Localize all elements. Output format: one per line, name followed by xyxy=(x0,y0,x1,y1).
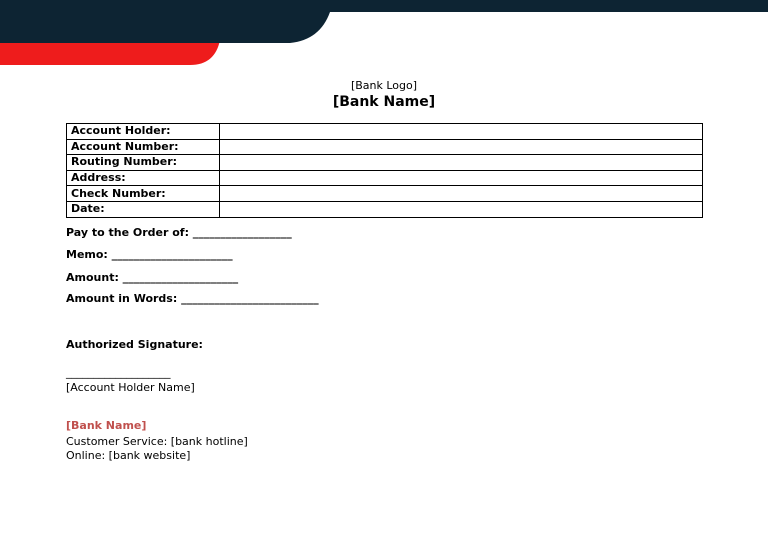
account-number-value[interactable] xyxy=(220,139,703,155)
pay-to-field[interactable]: Pay to the Order of: __________________ xyxy=(66,226,292,239)
routing-number-value[interactable] xyxy=(220,155,703,171)
customer-service-text: Customer Service: [bank hotline] xyxy=(66,435,248,448)
header-banner xyxy=(0,0,768,70)
table-row xyxy=(67,201,703,217)
routing-number-label: Routing Number: xyxy=(67,155,220,171)
authorized-signature-label: Authorized Signature: xyxy=(66,338,203,351)
address-value[interactable] xyxy=(220,170,703,186)
check-number-label: Check Number: xyxy=(67,186,220,202)
table-row xyxy=(67,186,703,202)
footer-bank-name: [Bank Name] xyxy=(66,419,147,432)
banner-navy-shape xyxy=(0,0,768,43)
table-row xyxy=(67,170,703,186)
amount-field[interactable]: Amount: _____________________ xyxy=(66,271,239,284)
account-info-table xyxy=(66,123,703,218)
table-row xyxy=(67,139,703,155)
amount-in-words-field[interactable]: Amount in Words: _________________________ xyxy=(66,292,319,305)
date-value[interactable] xyxy=(220,201,703,217)
table-row xyxy=(67,155,703,171)
date-label: Date: xyxy=(67,201,220,217)
bank-name-title: [Bank Name] xyxy=(332,94,436,110)
account-number-label: Account Number: xyxy=(67,139,220,155)
signature-line[interactable]: ___________________ xyxy=(66,366,171,379)
check-number-value[interactable] xyxy=(220,186,703,202)
online-text: Online: [bank website] xyxy=(66,449,191,462)
account-holder-name: [Account Holder Name] xyxy=(66,381,195,394)
table-row xyxy=(67,124,703,140)
account-holder-value[interactable] xyxy=(220,124,703,140)
bank-logo-placeholder: [Bank Logo] xyxy=(350,79,418,92)
address-label: Address: xyxy=(67,170,220,186)
account-holder-label: Account Holder: xyxy=(67,124,220,140)
memo-field[interactable]: Memo: ______________________ xyxy=(66,248,233,261)
